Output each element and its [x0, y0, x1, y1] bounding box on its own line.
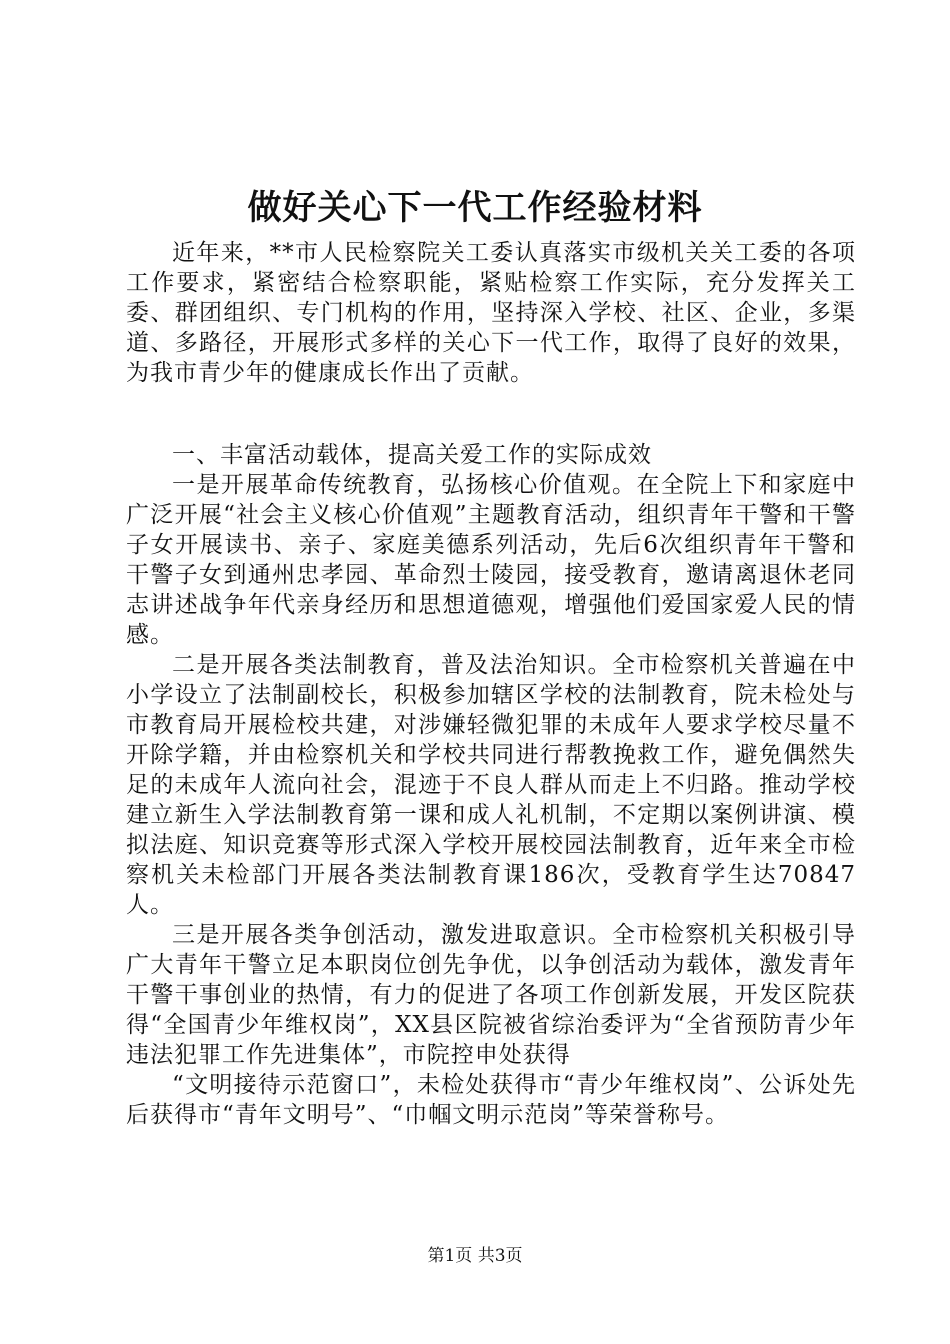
page-footer: 第1页 共3页 — [427, 1246, 523, 1266]
paragraph-honors: “文明接待示范窗口”，未检处获得市“青少年维权岗”、公诉处先后获得市“青年文明号”、“巾帼文明示范岗”等荣誉称号。 — [126, 1072, 856, 1128]
section-heading: 一、丰富活动载体，提高关爱工作的实际成效 — [172, 442, 652, 468]
document-body — [126, 238, 856, 1130]
paragraph-legal-education: 二是开展各类法制教育，普及法治知识。全市检察机关普遍在中小学设立了法制副校长，积极参加辖区学校的法制教育，院未检处与市教育局开展检校共建，对涉嫌轻微犯罪的未成年人要求学校尽量不开除学籍，并由检察机关和学校共同进行帮教挽救工作，避免偶然失足的未成年人流向社会，混迹于不良人群从而走上不归路。推动学校建立新生入学法制教育第一课和成人礼机制，不定期以案例讲演、模拟法庭、知识竞赛等形式深入学校开展校园法制教育，近年来全市检察机关未检部门开展各类法制教育课186次，受教育学生达70847人。 — [126, 652, 856, 918]
intro-paragraph: 近年来，**市人民检察院关工委认真落实市级机关关工委的各项工作要求，紧密结合检察职能，紧贴检察工作实际，充分发挥关工委、群团组织、专门机构的作用，坚持深入学校、社区、企业，多渠道、多路径，开展形式多样的关心下一代工作，取得了良好的效果，为我市青少年的健康成长作出了贡献。 — [126, 240, 856, 386]
paragraph-competition-activities: 三是开展各类争创活动，激发进取意识。全市检察机关积极引导广大青年干警立足本职岗位创先争优，以争创活动为载体，激发青年干警干事创业的热情，有力的促进了各项工作创新发展，开发区院获得“全国青少年维权岗”，XX县区院被省综治委评为“全省预防青少年违法犯罪工作先进集体”，市院控申处获得 — [126, 922, 856, 1068]
paragraph-revolutionary-education: 一是开展革命传统教育，弘扬核心价值观。在全院上下和家庭中广泛开展“社会主义核心价值观”主题教育活动，组织青年干警和干警子女开展读书、亲子、家庭美德系列活动，先后6次组织青年干警和干警子女到通州忠孝园、革命烈士陵园，接受教育，邀请离退休老同志讲述战争年代亲身经历和思想道德观，增强他们爱国家爱人民的情感。 — [126, 472, 856, 648]
document-title: 做好关心下一代工作经验材料 — [247, 188, 703, 228]
paragraph-spacer — [126, 388, 856, 440]
